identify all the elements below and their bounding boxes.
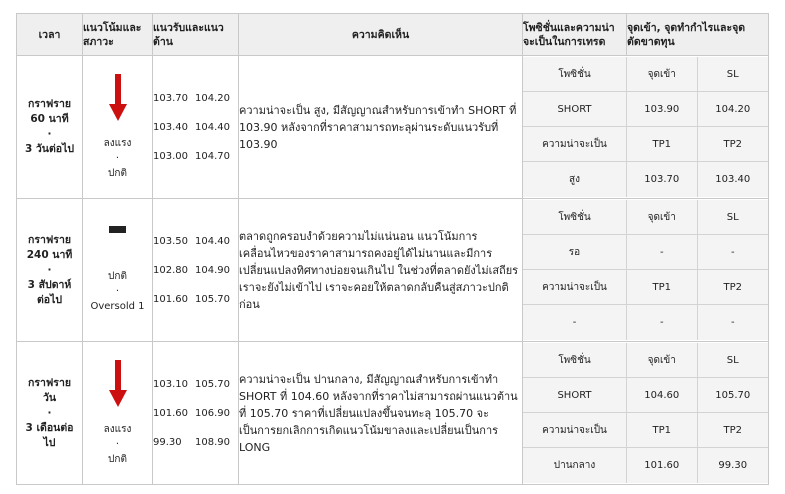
resistance-level: 104.40 (195, 235, 230, 247)
trend-line: · (115, 152, 120, 164)
trade-grid-item: 103.40 (715, 174, 751, 185)
trade-grid-item: โพซิชั่น (523, 200, 627, 235)
timeframe-line: · (47, 128, 52, 140)
trend-line: ปกติ (108, 271, 127, 282)
comment-cell: ตลาดถูกครอบงำด้วยความไม่แน่นอน แนวโน้มการเคลื่อนไหวของราคาสามารถคงอยู่ได้ไม่นานและมีการเปลี่ยนแปลงทิศทางบ่อยจนเกินไป ในช่วงที่ตลาดยังไม่เสถียรเราจะยังไม่เข้าไป เราจะคอยให้ตลาดกลับคืนสู่สภาวะปกติก่อน (239, 199, 523, 342)
resistance-level: 104.90 (195, 264, 230, 276)
trade-grid (523, 343, 768, 483)
support-resistance-cell (153, 342, 239, 485)
trend-cell (83, 199, 153, 342)
support-level: 101.60 (153, 407, 188, 419)
trend-line: Oversold 1 (90, 301, 145, 312)
trade-grid-item: TP2 (698, 270, 769, 305)
resistance-level: 105.70 (195, 293, 230, 305)
header-position: โพซิชั่นและความน่าจะเป็นในการเทรด (523, 14, 627, 56)
trade-grid-item: จุดเข้า (627, 343, 698, 378)
trade-grid (523, 57, 768, 197)
resistance-level: 105.70 (195, 378, 230, 390)
trade-grid-item: TP1 (627, 127, 698, 162)
trade-grid-item: - (698, 235, 769, 270)
level-pair (153, 227, 238, 256)
trade-grid-item: - (627, 305, 698, 340)
trade-grid-item: 105.70 (698, 378, 769, 413)
support-resistance-cell (153, 199, 239, 342)
trade-grid-item: SHORT (523, 92, 627, 127)
neutral-bar-icon (109, 226, 126, 233)
trade-grid-item: TP2 (698, 127, 769, 162)
down-arrow-icon (83, 74, 152, 122)
trade-grid (523, 200, 768, 340)
forecast-table (16, 13, 769, 485)
trade-grid-item: ความน่าจะเป็น (523, 127, 627, 162)
support-level: 101.60 (153, 293, 188, 305)
timeframe-line: กราฟราย (27, 376, 71, 389)
trade-grid-item: 104.60 (627, 378, 698, 413)
trend-line: · (115, 438, 120, 450)
resistance-level: 108.90 (195, 436, 230, 448)
trade-grid-item: 103.70 (627, 162, 698, 197)
timeframe-line: กราฟราย (27, 233, 71, 246)
trade-grid-item: 103.90 (627, 92, 698, 127)
support-level: 103.10 (153, 378, 188, 390)
trend-line: · (115, 286, 120, 297)
trend-cell (83, 56, 153, 199)
trade-grid-item: TP1 (627, 413, 698, 448)
trade-grid-item: รอ (523, 235, 627, 270)
header-entry: จุดเข้า, จุดทำกำไรและจุดตัดขาดทุน (627, 14, 769, 56)
trade-grid-item: SL (698, 343, 769, 378)
timeframe-line: 60 นาที (30, 113, 69, 125)
trade-grid-item: สูง (523, 162, 627, 197)
trend-line: ปกติ (108, 453, 127, 465)
support-level: 103.50 (153, 235, 188, 247)
trade-grid-item: 101.60 (627, 448, 698, 483)
support-level: 99.30 (153, 436, 182, 448)
trade-grid-cell (523, 199, 769, 342)
timeframe-line: 240 นาที (26, 248, 73, 261)
timeframe-cell (17, 56, 83, 199)
trend-line: ลงแรง (103, 423, 132, 435)
comment-cell: ความน่าจะเป็น ปานกลาง, มีสัญญาณสำหรับการเข้าทำ SHORT ที่ 104.60 หลังจากที่ราคาไม่สามารถผ่านแนวต้านที่ 105.70 ราคาที่เปลี่ยนแปลงขึ้นจนทะลุ 105.70 จะเป็นการยกเลิกการเกิดแนวโน้มขาลงและเปลี่ยนเป็นการ LONG (239, 342, 523, 485)
support-level: 103.70 (153, 92, 188, 104)
table-row (17, 56, 769, 199)
trade-grid-item: ความน่าจะเป็น (523, 270, 627, 305)
timeframe-line: · (47, 263, 52, 276)
trade-grid-item: 104.20 (698, 92, 769, 127)
level-pair (153, 84, 238, 113)
resistance-level: 104.40 (195, 121, 230, 133)
level-pair (153, 399, 238, 428)
support-level: 102.80 (153, 264, 188, 276)
trade-grid-item: โพซิชั่น (523, 343, 627, 378)
trade-grid-cell (523, 56, 769, 199)
level-pair (153, 285, 238, 314)
timeframe-line: กราฟราย (27, 98, 71, 110)
level-pair (153, 428, 238, 457)
timeframe-cell (17, 342, 83, 485)
trend-line: ลงแรง (103, 137, 132, 149)
level-pair (153, 113, 238, 142)
timeframe-line: · (47, 406, 52, 419)
trade-grid-item: TP2 (698, 413, 769, 448)
trade-grid-item: - (730, 317, 735, 328)
trade-grid-item: - (627, 235, 698, 270)
support-level: 103.00 (153, 150, 188, 162)
level-pair (153, 370, 238, 399)
table-row (17, 199, 769, 342)
trade-grid-item: SL (698, 200, 769, 235)
trend-line: ปกติ (108, 167, 127, 179)
trade-grid-item: ปานกลาง (523, 448, 627, 483)
timeframe-line: ไป (43, 436, 56, 449)
timeframe-cell (17, 199, 83, 342)
header-support-resistance: แนวรับและแนวต้าน (153, 14, 239, 56)
timeframe-line: 3 เดือนต่อ (25, 421, 74, 434)
level-pair (153, 142, 238, 171)
trade-grid-item: จุดเข้า (627, 57, 698, 92)
timeframe-line: ต่อไป (36, 293, 63, 306)
trend-cell (83, 342, 153, 485)
trade-grid-item: จุดเข้า (627, 200, 698, 235)
comment-cell: ความน่าจะเป็น สูง, มีสัญญาณสำหรับการเข้าทำ SHORT ที่ 103.90 หลังจากที่ราคาสามารถทะลุผ่านระดับแนวรับที่ 103.90 (239, 56, 523, 199)
down-arrow-icon (83, 360, 152, 408)
trade-grid-item: - (523, 305, 627, 340)
resistance-level: 104.20 (195, 92, 230, 104)
trade-grid-item: SL (698, 57, 769, 92)
trade-grid-item: โพซิชั่น (523, 57, 627, 92)
resistance-level: 106.90 (195, 407, 230, 419)
support-level: 103.40 (153, 121, 188, 133)
trade-grid-item: TP1 (627, 270, 698, 305)
timeframe-line: 3 สัปดาห์ (27, 278, 72, 291)
timeframe-line: 3 วันต่อไป (24, 143, 75, 155)
trade-grid-item: SHORT (523, 378, 627, 413)
trade-grid-cell (523, 342, 769, 485)
header-comment: ความคิดเห็น (239, 14, 523, 56)
trade-grid-item: ความน่าจะเป็น (523, 413, 627, 448)
level-pair (153, 256, 238, 285)
trade-grid-item: 99.30 (718, 460, 748, 471)
support-resistance-cell (153, 56, 239, 199)
resistance-level: 104.70 (195, 150, 230, 162)
header-time: เวลา (17, 14, 83, 56)
table-row (17, 342, 769, 485)
timeframe-line: วัน (42, 391, 57, 404)
header-row (17, 14, 769, 56)
header-trend: แนวโน้มและสภาวะ (83, 14, 153, 56)
